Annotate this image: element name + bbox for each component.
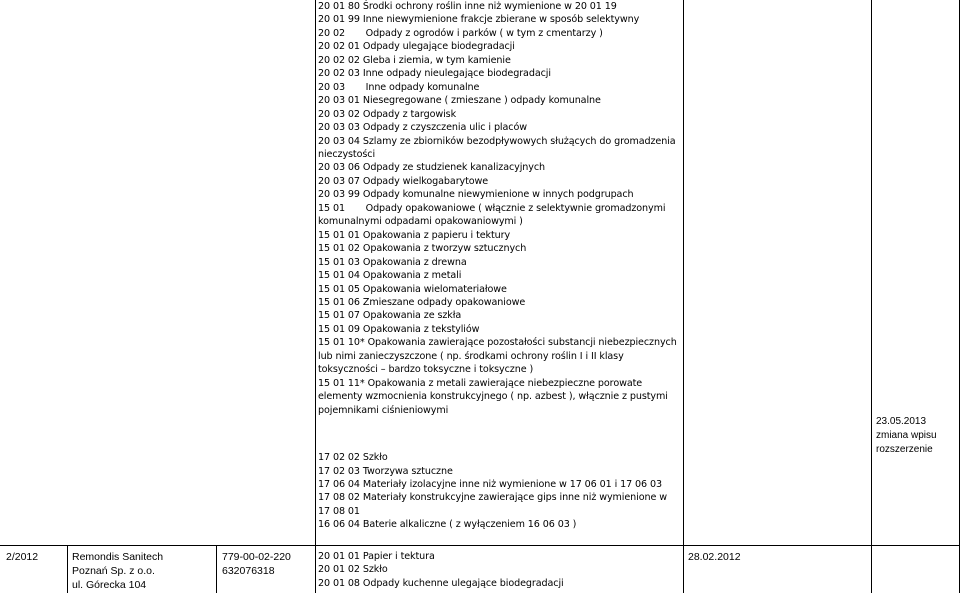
row-border (0, 545, 960, 546)
list-item: 20 01 08 Odpady kuchenne ulegające biodegradacji (318, 577, 564, 589)
company-name: Remondis Sanitech (72, 551, 164, 563)
list-item: 16 06 04 Baterie alkaliczne ( z wyłączeniem 16 06 03 ) (318, 519, 577, 531)
list-item: 20 03 Inne odpady komunalne (318, 81, 480, 93)
change-note-line: rozszerzenie (876, 444, 933, 455)
list-item: 20 01 01 Papier i tektura (318, 551, 435, 562)
list-item: 15 01 03 Opakowania z drewna (318, 256, 467, 268)
change-note (876, 415, 958, 457)
list-item: 20 01 02 Szkło (318, 564, 388, 576)
waste-code-list (318, 0, 680, 532)
column-border (315, 0, 316, 593)
list-item: 17 06 04 Materiały izolacyjne inne niż wymienione w 17 06 01 i 17 06 03 (318, 478, 663, 490)
list-item: 20 01 80 Środki ochrony roślin inne niż wymienione w 20 01 19 (318, 1, 617, 12)
list-item: 15 01 09 Opakowania z tekstyliów (318, 323, 480, 335)
list-item: 15 01 06 Zmieszane odpady opakowaniowe (318, 296, 526, 308)
list-item: 15 01 01 Opakowania z papieru i tektury (318, 229, 511, 241)
identifiers (222, 550, 314, 578)
list-item: 20 03 03 Odpady z czyszczenia ulic i placów (318, 122, 527, 134)
list-item: 15 01 Odpady opakowaniowe ( włącznie z selektywnie gromadzonymi komunalnymi odpadami opakowaniowymi ) (318, 202, 669, 228)
list-item: 15 01 05 Opakowania wielomateriałowe (318, 283, 507, 295)
column-border (67, 545, 68, 593)
list-item: 15 01 11* Opakowania z metali zawierające niebezpieczne porowate elementy wzmocnienia konstrukcyjnego ( np. azbest ), włącznie z pustymi pojemnikami ciśnieniowymi (318, 377, 668, 416)
list-item: 20 01 99 Inne niewymienione frakcje zbierane w sposób selektywny (318, 14, 640, 26)
list-item: 20 02 Odpady z ogrodów i parków ( w tym z cmentarzy ) (318, 27, 603, 39)
column-border (683, 0, 684, 593)
entry-number: 2/2012 (6, 551, 39, 563)
list-item: 20 03 01 Niesegregowane ( zmieszane ) odpady komunalne (318, 95, 601, 107)
list-item: 15 01 10* Opakowania zawierające pozostałości substancji niebezpiecznych lub nimi zanieczyszczone ( np. środkami ochrony roślin I i II klasy toksyczności – bardzo toksyczne i toksyczne ) (318, 337, 677, 376)
change-note-line: zmiana wpisu (876, 430, 937, 441)
list-item: 15 01 04 Opakowania z metali (318, 270, 462, 282)
list-item: 20 02 02 Gleba i ziemia, w tym kamienie (318, 54, 511, 66)
list-item: 20 03 04 Szlamy ze zbiorników bezodpływowych służących do gromadzenia nieczystości (318, 135, 676, 160)
list-item: 20 02 03 Inne odpady nieulegające biodegradacji (318, 68, 551, 80)
company-city: Poznań Sp. z o.o. (72, 565, 155, 577)
list-item: 17 02 02 Szkło (318, 452, 388, 464)
company-block (72, 550, 214, 592)
list-item: 17 02 03 Tworzywa sztuczne (318, 465, 453, 477)
list-item: 15 01 07 Opakowania ze szkła (318, 310, 462, 322)
list-item: 15 01 02 Opakowania z tworzyw sztucznych (318, 243, 527, 255)
column-border (216, 545, 217, 593)
entry-codes (318, 550, 680, 590)
company-street: ul. Górecka 104 (72, 579, 147, 591)
list-item: 20 03 07 Odpady wielkogabarytowe (318, 175, 489, 187)
column-border (871, 0, 872, 593)
change-note-date: 23.05.2013 (876, 416, 927, 427)
regon-value: 632076318 (222, 565, 275, 577)
entry-date: 28.02.2012 (688, 551, 741, 563)
list-item: 17 08 02 Materiały konstrukcyjne zawierające gips inne niż wymienione w 17 08 01 (318, 492, 667, 517)
list-item: 20 03 06 Odpady ze studzienek kanalizacyjnych (318, 162, 546, 174)
list-item: 20 03 99 Odpady komunalne niewymienione w innych podgrupach (318, 189, 634, 201)
list-item: 20 02 01 Odpady ulegające biodegradacji (318, 41, 515, 53)
nip-value: 779-00-02-220 (222, 551, 291, 563)
list-item: 20 03 02 Odpady z targowisk (318, 108, 457, 120)
